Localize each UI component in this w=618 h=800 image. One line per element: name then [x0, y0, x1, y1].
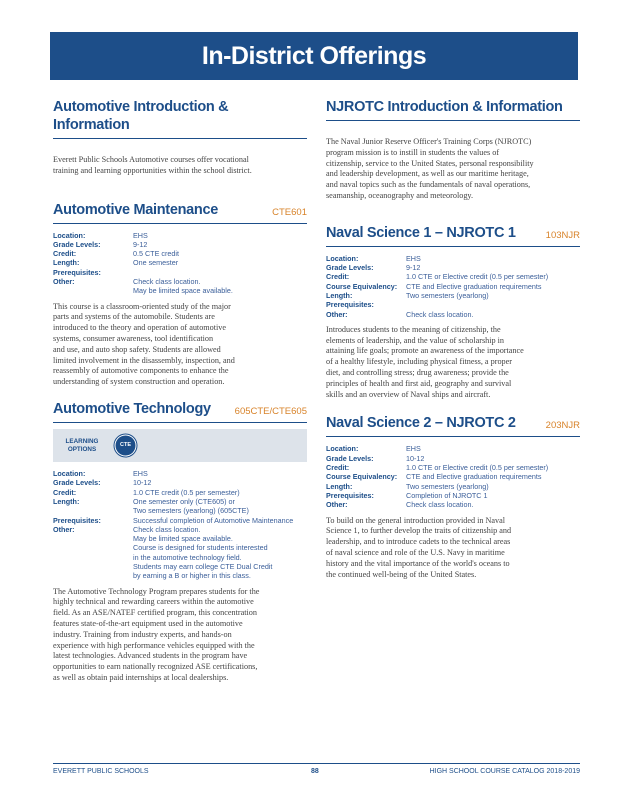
info-row: Location: EHS: [326, 253, 421, 263]
cte-badge-icon: CTE: [117, 437, 134, 454]
course-code: 605CTE/CTE605: [234, 406, 307, 418]
info-row: Prerequisites: Completion of NJROTC 1: [326, 490, 488, 500]
footer-district: EVERETT PUBLIC SCHOOLS: [53, 768, 149, 775]
info-row: Length: Two semesters (yearlong): [326, 481, 489, 491]
info-row: Location: EHS: [326, 444, 421, 454]
info-row: in the automotive technology field.: [133, 552, 242, 562]
info-row: Grade Levels: 10-12: [326, 453, 425, 463]
info-row: Credit: 1.0 CTE or Elective credit (0.5 per semester): [326, 463, 549, 473]
info-row: Length: Two semesters (yearlong): [326, 290, 489, 300]
info-row: Course is designed for students interested: [133, 543, 268, 553]
info-row: May be limited space available.: [133, 286, 233, 296]
info-row: Length: One semester only (CTE605) or: [53, 496, 235, 506]
course-title: Automotive Maintenance: [53, 201, 219, 218]
info-row: Other: Check class location.: [326, 309, 474, 319]
info-row: Credit: 1.0 CTE or Elective credit (0.5 per semester): [326, 272, 549, 282]
course-description: This course is a classroom-oriented study of the major parts and systems of the automobile. Students are introduced to the theory and operation of automotive systems, consumer awareness, tool identification and use, and auto shop safety. Students are allowed limited involvement in the disassembly, inspection, and reassembly of automotive components to enhance the understanding of system construction and operation.: [53, 301, 235, 387]
info-row: May be limited space available.: [133, 534, 233, 544]
footer-catalog: HIGH SCHOOL COURSE CATALOG 2018-2019: [429, 768, 580, 775]
info-row: Grade Levels: 9-12: [53, 239, 148, 249]
info-row: Credit: 1.0 CTE credit (0.5 per semester): [53, 487, 240, 497]
learning-options-bar: [53, 429, 307, 462]
info-row: Other: Check class location.: [53, 524, 201, 534]
course-title: Automotive Technology: [53, 401, 211, 418]
course-title: Naval Science 1 – NJROTC 1: [326, 224, 516, 241]
info-row: Length: One semester: [53, 258, 179, 268]
course-description: To build on the general introduction provided in Naval Science 1, to further develop the traits of citizenship and leadership, and to introduce cadets to the technical areas of naval science and role of the U.S. Navy in maritime history and the vital importance of the world's oceans to the continued well-being of the United States.: [326, 515, 512, 579]
info-row: Prerequisites:: [326, 300, 374, 310]
info-row: Grade Levels: 9-12: [326, 263, 421, 273]
automotive-maintenance-header: [53, 201, 307, 224]
info-row: Course Equivalency: CTE and Elective graduation requirements: [326, 281, 542, 291]
course-description: Introduces students to the meaning of citizenship, the elements of leadership, and the value of scholarship in attaining life goals; promote an awareness of the importance of a healthy lifestyle, including physical fitness, a proper diet, and controlling stress; drug awareness; provide the principles of health and first aid, geography and survival skills and an overview of Naval ships and aircraft.: [326, 324, 524, 399]
course-description: The Automotive Technology Program prepares students for the highly technical and rewarding careers within the automotive field. As an ASE/NATEF certified program, this concentration features state-of-the-art equipment used in the automotive industry. Training from industry experts, and hands-on experience with high performance vehicles equipped with the latest technologies. Advanced students in the program have opportunities to earn nationally recognized ASE certifications, as well as obtain paid internships at local dealerships.: [53, 586, 260, 682]
learning-options-label: LEARNING OPTIONS: [65, 437, 99, 453]
course-code: 103NJR: [545, 229, 580, 241]
info-row: Other: Check class location.: [53, 277, 201, 287]
info-row: Other: Check class location.: [326, 500, 474, 510]
info-row: Location: EHS: [53, 230, 148, 240]
info-row: by earning a B or higher in this class.: [133, 571, 251, 581]
info-row: Credit: 0.5 CTE credit: [53, 249, 179, 259]
right-column: [326, 98, 580, 580]
page-number: 88: [311, 768, 319, 775]
info-row: Two semesters (yearlong) (605CTE): [133, 506, 249, 516]
course-code: 203NJR: [545, 420, 580, 432]
info-row: Location: EHS: [53, 469, 148, 479]
page-footer: [53, 763, 580, 775]
course-title: Naval Science 2 – NJROTC 2: [326, 415, 516, 432]
left-column: [53, 98, 307, 684]
info-row: Course Equivalency: CTE and Elective graduation requirements: [326, 472, 542, 482]
automotive-intro-text: Everett Public Schools Automotive courses offer vocational training and learning opportunities within the school district.: [53, 155, 252, 175]
course-info-table: [53, 231, 307, 296]
naval-science-2-header: [326, 414, 580, 437]
info-row: Students may earn college CTE Dual Credit: [133, 562, 273, 572]
course-info-table: [53, 469, 307, 581]
naval-science-1-header: [326, 224, 580, 247]
course-code: CTE601: [272, 206, 307, 218]
page-title: In-District Offerings: [50, 32, 578, 80]
info-row: Prerequisites:: [53, 267, 101, 277]
course-info-table: [326, 254, 580, 319]
njrotc-intro-heading: NJROTC Introduction & Information: [326, 98, 580, 121]
njrotc-intro-text: The Naval Junior Reserve Officer's Training Corps (NJROTC) program mission is to instill in students the values of citizenship, service to the United States, personal responsibility and leadership development, as well as our maritime heritage, and naval topics such as the fundamentals of naval operations, seamanship, oceanography and meteorology.: [326, 137, 534, 200]
course-info-table: [326, 444, 580, 509]
info-row: Grade Levels: 10-12: [53, 478, 152, 488]
automotive-intro-heading: Automotive Introduction & Information: [53, 98, 307, 139]
automotive-technology-header: [53, 400, 307, 423]
info-row: Prerequisites: Successful completion of Automotive Maintenance: [53, 515, 294, 525]
